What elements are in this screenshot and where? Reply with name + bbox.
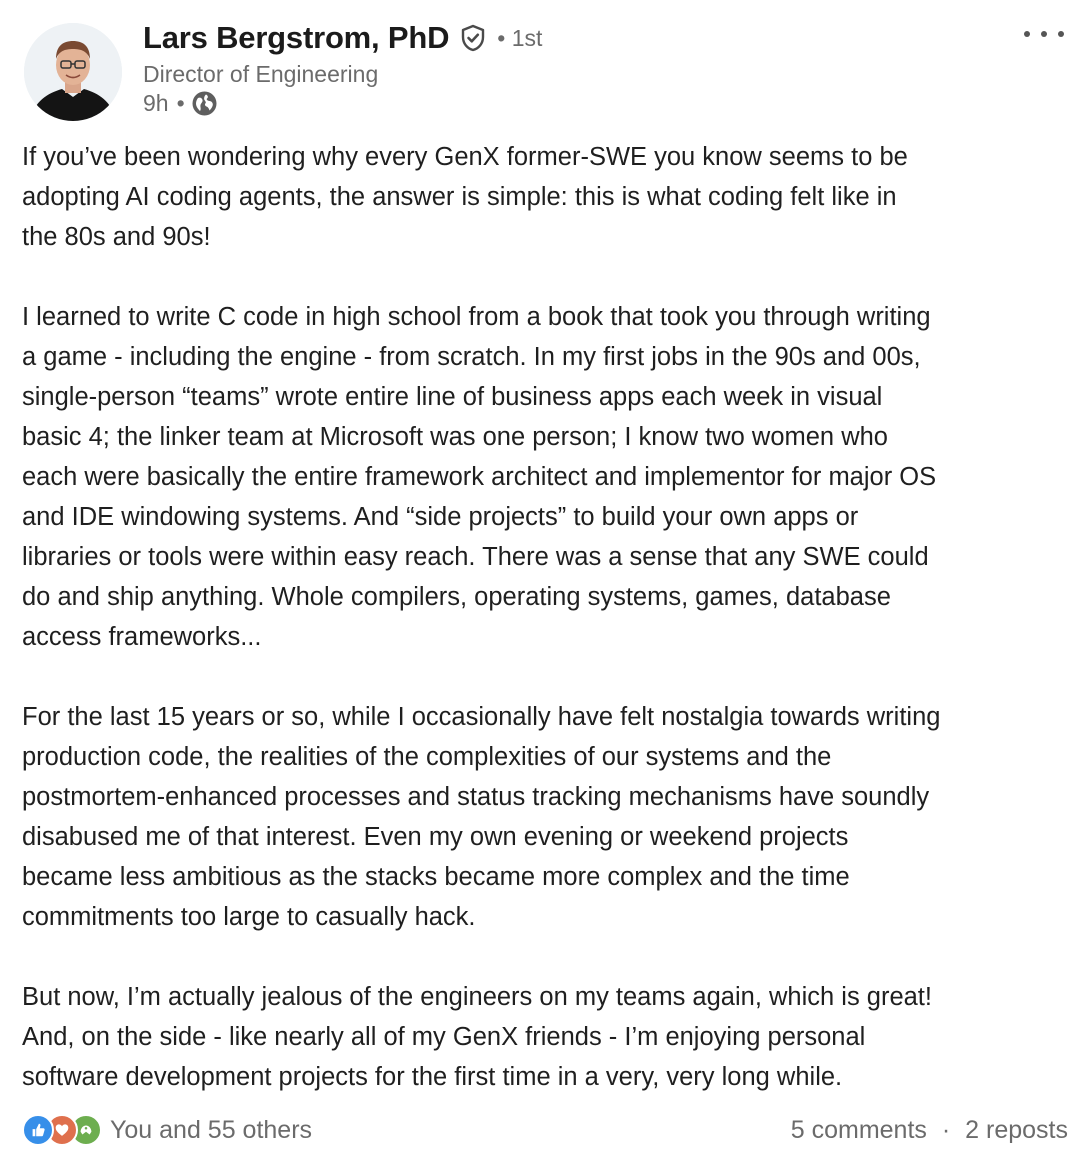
comments-link[interactable]: 5 comments (790, 1115, 927, 1144)
post-paragraph (22, 297, 1070, 657)
globe-icon (191, 90, 218, 117)
post-line: For the last 15 years or so, while I occasionally have felt nostalgia towards writing (22, 703, 941, 731)
like-icon (22, 1114, 54, 1146)
post-line: access frameworks... (22, 623, 262, 651)
verified-shield-icon (459, 24, 487, 52)
more-horizontal-icon (1058, 31, 1064, 37)
post-body (22, 137, 1070, 1097)
post-line: do and ship anything. Whole compilers, operating systems, games, database (22, 583, 891, 611)
post-line: software development projects for the first time in a very, very long while. (22, 1063, 843, 1091)
author-headline: Director of Engineering (143, 61, 379, 87)
post-line: became less ambitious as the stacks became more complex and the time (22, 863, 850, 891)
post-line: basic 4; the linker team at Microsoft was one person; I know two women who (22, 423, 888, 451)
author-name[interactable]: Lars Bergstrom, PhD (143, 20, 450, 55)
engagement-links (791, 1116, 1068, 1145)
post-line: If you’ve been wondering why every GenX former-SWE you know seems to be (22, 143, 908, 171)
post-line: But now, I’m actually jealous of the engineers on my teams again, which is great! (22, 983, 932, 1011)
post-line: single-person “teams” wrote entire line of business apps each week in visual (22, 383, 883, 411)
reaction-icons (22, 1114, 104, 1146)
post-line: libraries or tools were within easy reach. There was a sense that any SWE could (22, 543, 929, 571)
post-paragraph (22, 977, 1070, 1097)
post-meta (143, 90, 218, 117)
more-options-button[interactable] (1024, 22, 1064, 46)
post-line: I learned to write C code in high school from a book that took you through writing (22, 303, 931, 331)
connection-degree: • 1st (497, 24, 543, 51)
post-line: And, on the side - like nearly all of my GenX friends - I’m enjoying personal (22, 1023, 866, 1051)
post-line: production code, the realities of the complexities of our systems and the (22, 743, 832, 771)
post-line: postmortem-enhanced processes and status tracking mechanisms have soundly (22, 783, 930, 811)
more-horizontal-icon (1024, 31, 1030, 37)
more-horizontal-icon (1041, 31, 1047, 37)
avatar-photo (24, 23, 122, 121)
post-line: commitments too large to casually hack. (22, 903, 476, 931)
post-line: adopting AI coding agents, the answer is simple: this is what coding felt like in (22, 183, 897, 211)
author-avatar[interactable] (24, 23, 122, 121)
post-paragraph (22, 137, 1070, 257)
social-counts (22, 1110, 1068, 1150)
post-line: each were basically the entire framework architect and implementor for major OS (22, 463, 937, 491)
post-line: disabused me of that interest. Even my own evening or weekend projects (22, 823, 849, 851)
reposts-link[interactable]: 2 reposts (965, 1115, 1068, 1144)
post-paragraph (22, 697, 1070, 937)
post-time: 9h (143, 90, 169, 116)
post-line: the 80s and 90s! (22, 223, 211, 251)
post-line: a game - including the engine - from scratch. In my first jobs in the 90s and 00s, (22, 343, 921, 371)
reactions-summary[interactable] (22, 1114, 312, 1146)
meta-separator: • (176, 90, 185, 116)
author-name-line (143, 20, 542, 56)
reactions-text: You and 55 others (110, 1115, 313, 1144)
post-line: and IDE windowing systems. And “side projects” to build your own apps or (22, 503, 859, 531)
engagement-separator: · (941, 1115, 951, 1144)
